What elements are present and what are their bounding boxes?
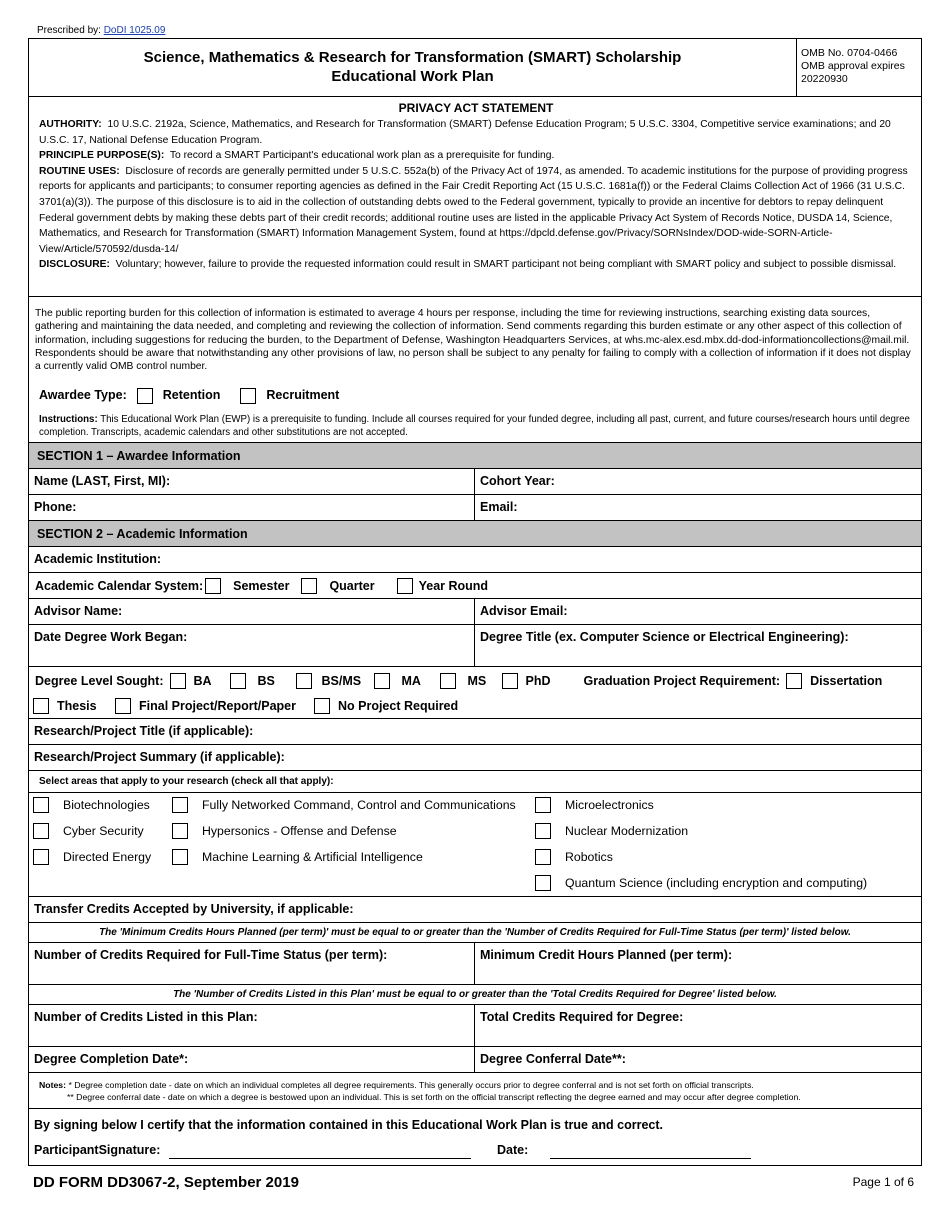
project-summary-row — [29, 745, 921, 771]
semester-checkbox[interactable] — [205, 578, 221, 594]
phd-checkbox[interactable] — [502, 673, 518, 689]
date-line[interactable] — [550, 1158, 751, 1159]
thesis-checkbox[interactable] — [33, 698, 49, 714]
area-networked-command[interactable] — [172, 797, 516, 813]
omb-number: OMB No. 0704-0466 — [801, 47, 898, 59]
awardee-type — [39, 388, 339, 404]
form-number: DD FORM DD3067-2, September 2019 — [33, 1174, 299, 1191]
degree-title-field[interactable]: Degree Title (ex. Computer Science or Electrical Engineering): — [480, 630, 849, 644]
ms-label: MS — [467, 674, 487, 688]
phone-email-row — [29, 495, 921, 521]
academic-institution-field[interactable]: Academic Institution: — [34, 552, 162, 566]
advisor-name-field[interactable]: Advisor Name: — [29, 599, 475, 624]
project-title-row — [29, 719, 921, 745]
routine-text: Disclosure of records are generally permitted under 5 U.S.C. 552a(b) of the Privacy Act of 1974, as amended. To academic institutions for the purpose of providing progress reports for applicants and participants; to consumer reporting agencies as defined in the Fair Credit Reporting Act (15 U.S.C. 1681a(f)) or the Federal Claims Collection Act of 1966 (31 U.S.C. 3701(a)(3)). The purpose of this disclosure is to aid in the collection of outstanding debts owed to the Federal government, typically to provide an incentive for debtors to repay delinquent Federal government debts by making these debts part of their credit records; additional routine uses are listed in the applicable Privacy Act System of Records Notice, DUSDA 14, Science, Mathematics, and Research for Transformation (SMART) Information Management System, found at https://dpcld.defense.gov/Privacy/SORNsIndex/DOD-wide-SORN-Article-View/Article/570592/dusda-14/ — [39, 165, 908, 255]
retention-checkbox[interactable] — [137, 388, 153, 404]
notes — [29, 1073, 921, 1109]
listed-credits-note: The 'Number of Credits Listed in this Plan' must be equal to or greater than the 'Total Credits Required for Degree' listed below. — [29, 985, 921, 1005]
instructions-text: This Educational Work Plan (EWP) is a prerequisite to funding. Include all courses required for your funded degree, including all past, current, and future courses/research hours until degree completion. Transcripts, academic calendars and other substitutions are not accepted. — [39, 414, 910, 438]
phd-label: PhD — [525, 674, 551, 688]
biotech-checkbox[interactable] — [33, 797, 49, 813]
area-robotics[interactable] — [535, 849, 613, 865]
ba-checkbox[interactable] — [170, 673, 186, 689]
conferral-date-field[interactable]: Degree Conferral Date**: — [480, 1052, 626, 1066]
areas-label: Select areas that apply to your research (check all that apply): — [39, 776, 334, 787]
area-microelectronics[interactable] — [535, 797, 654, 813]
authority-text: 10 U.S.C. 2192a, Science, Mathematics, and Research for Transformation (SMART) Defense Education Program; 5 U.S.C. 3304, Competitive service examinations; and 20 U.S.C. 17, National Defense Education Program. — [39, 119, 891, 146]
quarter-checkbox[interactable] — [301, 578, 317, 594]
section-1-header: SECTION 1 – Awardee Information — [29, 443, 921, 469]
credits-row-2 — [29, 1005, 921, 1047]
purpose-label: PRINCIPLE PURPOSE(S): — [39, 150, 165, 162]
ma-checkbox[interactable] — [374, 673, 390, 689]
networked-label: Fully Networked Command, Control and Communications — [202, 798, 516, 812]
title-line-2: Educational Work Plan — [331, 68, 494, 85]
directed-energy-label: Directed Energy — [63, 850, 152, 864]
grad-req-label: Graduation Project Requirement: — [583, 674, 781, 688]
grad-req-row — [29, 695, 921, 717]
final-project-label: Final Project/Report/Paper — [139, 699, 296, 713]
bs-checkbox[interactable] — [230, 673, 246, 689]
degree-level-label: Degree Level Sought: — [35, 674, 164, 688]
robotics-checkbox[interactable] — [535, 849, 551, 865]
authority-label: AUTHORITY: — [39, 119, 102, 130]
year-round-label: Year Round — [418, 578, 489, 593]
calendar-system-row — [29, 573, 921, 599]
area-nuclear[interactable] — [535, 823, 688, 839]
microelectronics-checkbox[interactable] — [535, 797, 551, 813]
burden-section — [29, 297, 921, 443]
advisor-row — [29, 599, 921, 625]
instructions-label: Instructions: — [39, 414, 98, 425]
project-title-field[interactable]: Research/Project Title (if applicable): — [34, 724, 254, 738]
min-credits-field[interactable]: Minimum Credit Hours Planned (per term): — [480, 948, 733, 962]
hypersonics-checkbox[interactable] — [172, 823, 188, 839]
certification — [29, 1109, 921, 1165]
instructions — [39, 413, 913, 439]
note-line-1 — [39, 1079, 915, 1091]
degree-start-row — [29, 625, 921, 667]
signature-label: ParticipantSignature: — [34, 1143, 161, 1157]
name-cohort-row — [29, 469, 921, 495]
ba-label: BA — [193, 674, 212, 688]
nuclear-checkbox[interactable] — [535, 823, 551, 839]
title-line-1: Science, Mathematics & Research for Transformation (SMART) Scholarship — [143, 49, 682, 66]
recruitment-checkbox[interactable] — [240, 388, 256, 404]
dissertation-label: Dissertation — [810, 674, 883, 688]
quarter-label: Quarter — [329, 578, 375, 593]
transfer-credits-field[interactable]: Transfer Credits Accepted by University, if applicable: — [34, 902, 354, 916]
section-2-header: SECTION 2 – Academic Information — [29, 521, 921, 547]
completion-date-field[interactable]: Degree Completion Date*: — [29, 1047, 475, 1072]
certify-statement: By signing below I certify that the information contained in this Educational Work Plan is true and correct. — [34, 1118, 664, 1132]
dissertation-checkbox[interactable] — [786, 673, 802, 689]
burden-statement: The public reporting burden for this collection of information is estimated to average 4 hours per response, including the time for reviewing instructions, searching existing data sources, gathering and maintaining the data needed, and completing and reviewing the collection of information. Send comments regarding this burden estimate or any other aspect of this collection of information, including suggestions for reducing the burden, to the Department of Defense, Washington Headquarters Services, at whs.mc-alex.esd.mbx.dd-dod-informationcollections@mail.mil. Respondents should be aware that notwithstanding any other provisions of law, no person shall be subject to any penalty for failing to comply with a collection of information if it does not display a currently valid OMB control number. — [35, 308, 911, 373]
form-header — [29, 39, 921, 97]
recruitment-label: Recruitment — [266, 388, 340, 403]
institution-row — [29, 547, 921, 573]
retention-label: Retention — [162, 388, 221, 403]
area-biotechnologies[interactable] — [33, 797, 150, 813]
degree-level-block — [29, 667, 921, 719]
bs-label: BS — [257, 674, 275, 688]
bsms-label: BS/MS — [321, 674, 362, 688]
purpose-paragraph — [39, 148, 913, 164]
area-directed-energy[interactable] — [33, 849, 151, 865]
biotech-label: Biotechnologies — [63, 798, 150, 812]
ms-checkbox[interactable] — [440, 673, 456, 689]
no-project-checkbox[interactable] — [314, 698, 330, 714]
form-title — [29, 39, 796, 96]
name-field[interactable]: Name (LAST, First, MI): — [29, 469, 475, 494]
area-hypersonics[interactable] — [172, 823, 397, 839]
signature-line[interactable] — [169, 1158, 471, 1159]
hypersonics-label: Hypersonics - Offense and Defense — [202, 824, 397, 838]
cyber-label: Cyber Security — [63, 824, 144, 838]
quantum-checkbox[interactable] — [535, 875, 551, 891]
credits-fulltime-field[interactable]: Number of Credits Required for Full-Time Status (per term): — [29, 943, 475, 984]
quantum-label: Quantum Science (including encryption and computing) — [565, 876, 868, 890]
page-number: Page 1 of 6 — [852, 1175, 914, 1189]
robotics-label: Robotics — [565, 850, 613, 864]
research-areas — [29, 793, 921, 897]
notes-label: Notes: — [39, 1080, 67, 1090]
directed-energy-checkbox[interactable] — [33, 849, 49, 865]
no-project-label: No Project Required — [337, 699, 459, 713]
credits-listed-field[interactable]: Number of Credits Listed in this Plan: — [29, 1005, 475, 1046]
phone-field[interactable]: Phone: — [29, 495, 475, 520]
routine-paragraph — [39, 164, 913, 258]
total-credits-field[interactable]: Total Credits Required for Degree: — [480, 1010, 684, 1024]
privacy-title: PRIVACY ACT STATEMENT — [398, 101, 554, 115]
authority-paragraph — [39, 117, 913, 148]
email-field[interactable]: Email: — [480, 500, 518, 514]
disclosure-label: DISCLOSURE: — [39, 259, 110, 271]
thesis-label: Thesis — [57, 699, 97, 713]
dodi-link[interactable]: DoDI 1025.09 — [103, 25, 166, 36]
networked-checkbox[interactable] — [172, 797, 188, 813]
omb-expires-date: 20220930 — [801, 73, 848, 85]
year-round-checkbox[interactable] — [397, 578, 413, 594]
ml-checkbox[interactable] — [172, 849, 188, 865]
project-summary-field[interactable]: Research/Project Summary (if applicable): — [34, 750, 285, 764]
routine-label: ROUTINE USES: — [39, 165, 120, 177]
note-1-text: * Degree completion date - date on which an individual completes all degree requirements. This generally occurs prior to degree conferral and is not set forth on official transcripts. — [68, 1080, 754, 1090]
awardee-label: Awardee Type: — [39, 388, 127, 403]
disclosure-text: Voluntary; however, failure to provide the requested information could result in SMART participant not being compliant with SMART policy and subject to possible dismissal. — [115, 259, 897, 271]
purpose-text: To record a SMART Participant's educational work plan as a prerequisite for funding. — [169, 150, 555, 162]
final-project-checkbox[interactable] — [115, 698, 131, 714]
privacy-act-statement — [29, 97, 921, 297]
omb-info — [796, 39, 921, 96]
calendar-label: Academic Calendar System: — [35, 578, 204, 593]
cyber-checkbox[interactable] — [33, 823, 49, 839]
min-credits-note: The 'Minimum Credits Hours Planned (per term)' must be equal to or greater than the 'Number of Credits Required for Full-Time Status (per term)' listed below. — [29, 923, 921, 943]
area-cyber-security[interactable] — [33, 823, 144, 839]
nuclear-label: Nuclear Modernization — [565, 824, 689, 838]
disclosure-paragraph — [39, 257, 913, 273]
cohort-year-field[interactable]: Cohort Year: — [480, 474, 555, 488]
dates-row — [29, 1047, 921, 1073]
areas-label-row — [29, 771, 921, 793]
prescribed-by — [37, 25, 165, 36]
omb-expires-label: OMB approval expires — [801, 60, 905, 72]
date-label: Date: — [497, 1143, 529, 1157]
semester-label: Semester — [233, 578, 290, 593]
credits-row-1 — [29, 943, 921, 985]
advisor-email-field[interactable]: Advisor Email: — [480, 604, 568, 618]
prescribed-prefix: Prescribed by: — [37, 25, 104, 36]
area-quantum[interactable] — [535, 875, 867, 891]
note-line-2: ** Degree conferral date - date on which a degree is bestowed upon an individual. This is set forth on the official transcript reflecting the degree earned and may occur after degree completion. — [67, 1092, 801, 1102]
area-machine-learning[interactable] — [172, 849, 423, 865]
transfer-credits-row — [29, 897, 921, 923]
form-container — [28, 38, 922, 1166]
degree-level-row — [29, 667, 921, 695]
ml-label: Machine Learning & Artificial Intelligence — [202, 850, 423, 864]
microelectronics-label: Microelectronics — [565, 798, 654, 812]
ma-label: MA — [401, 674, 421, 688]
bsms-checkbox[interactable] — [296, 673, 312, 689]
date-began-field[interactable]: Date Degree Work Began: — [29, 625, 475, 666]
